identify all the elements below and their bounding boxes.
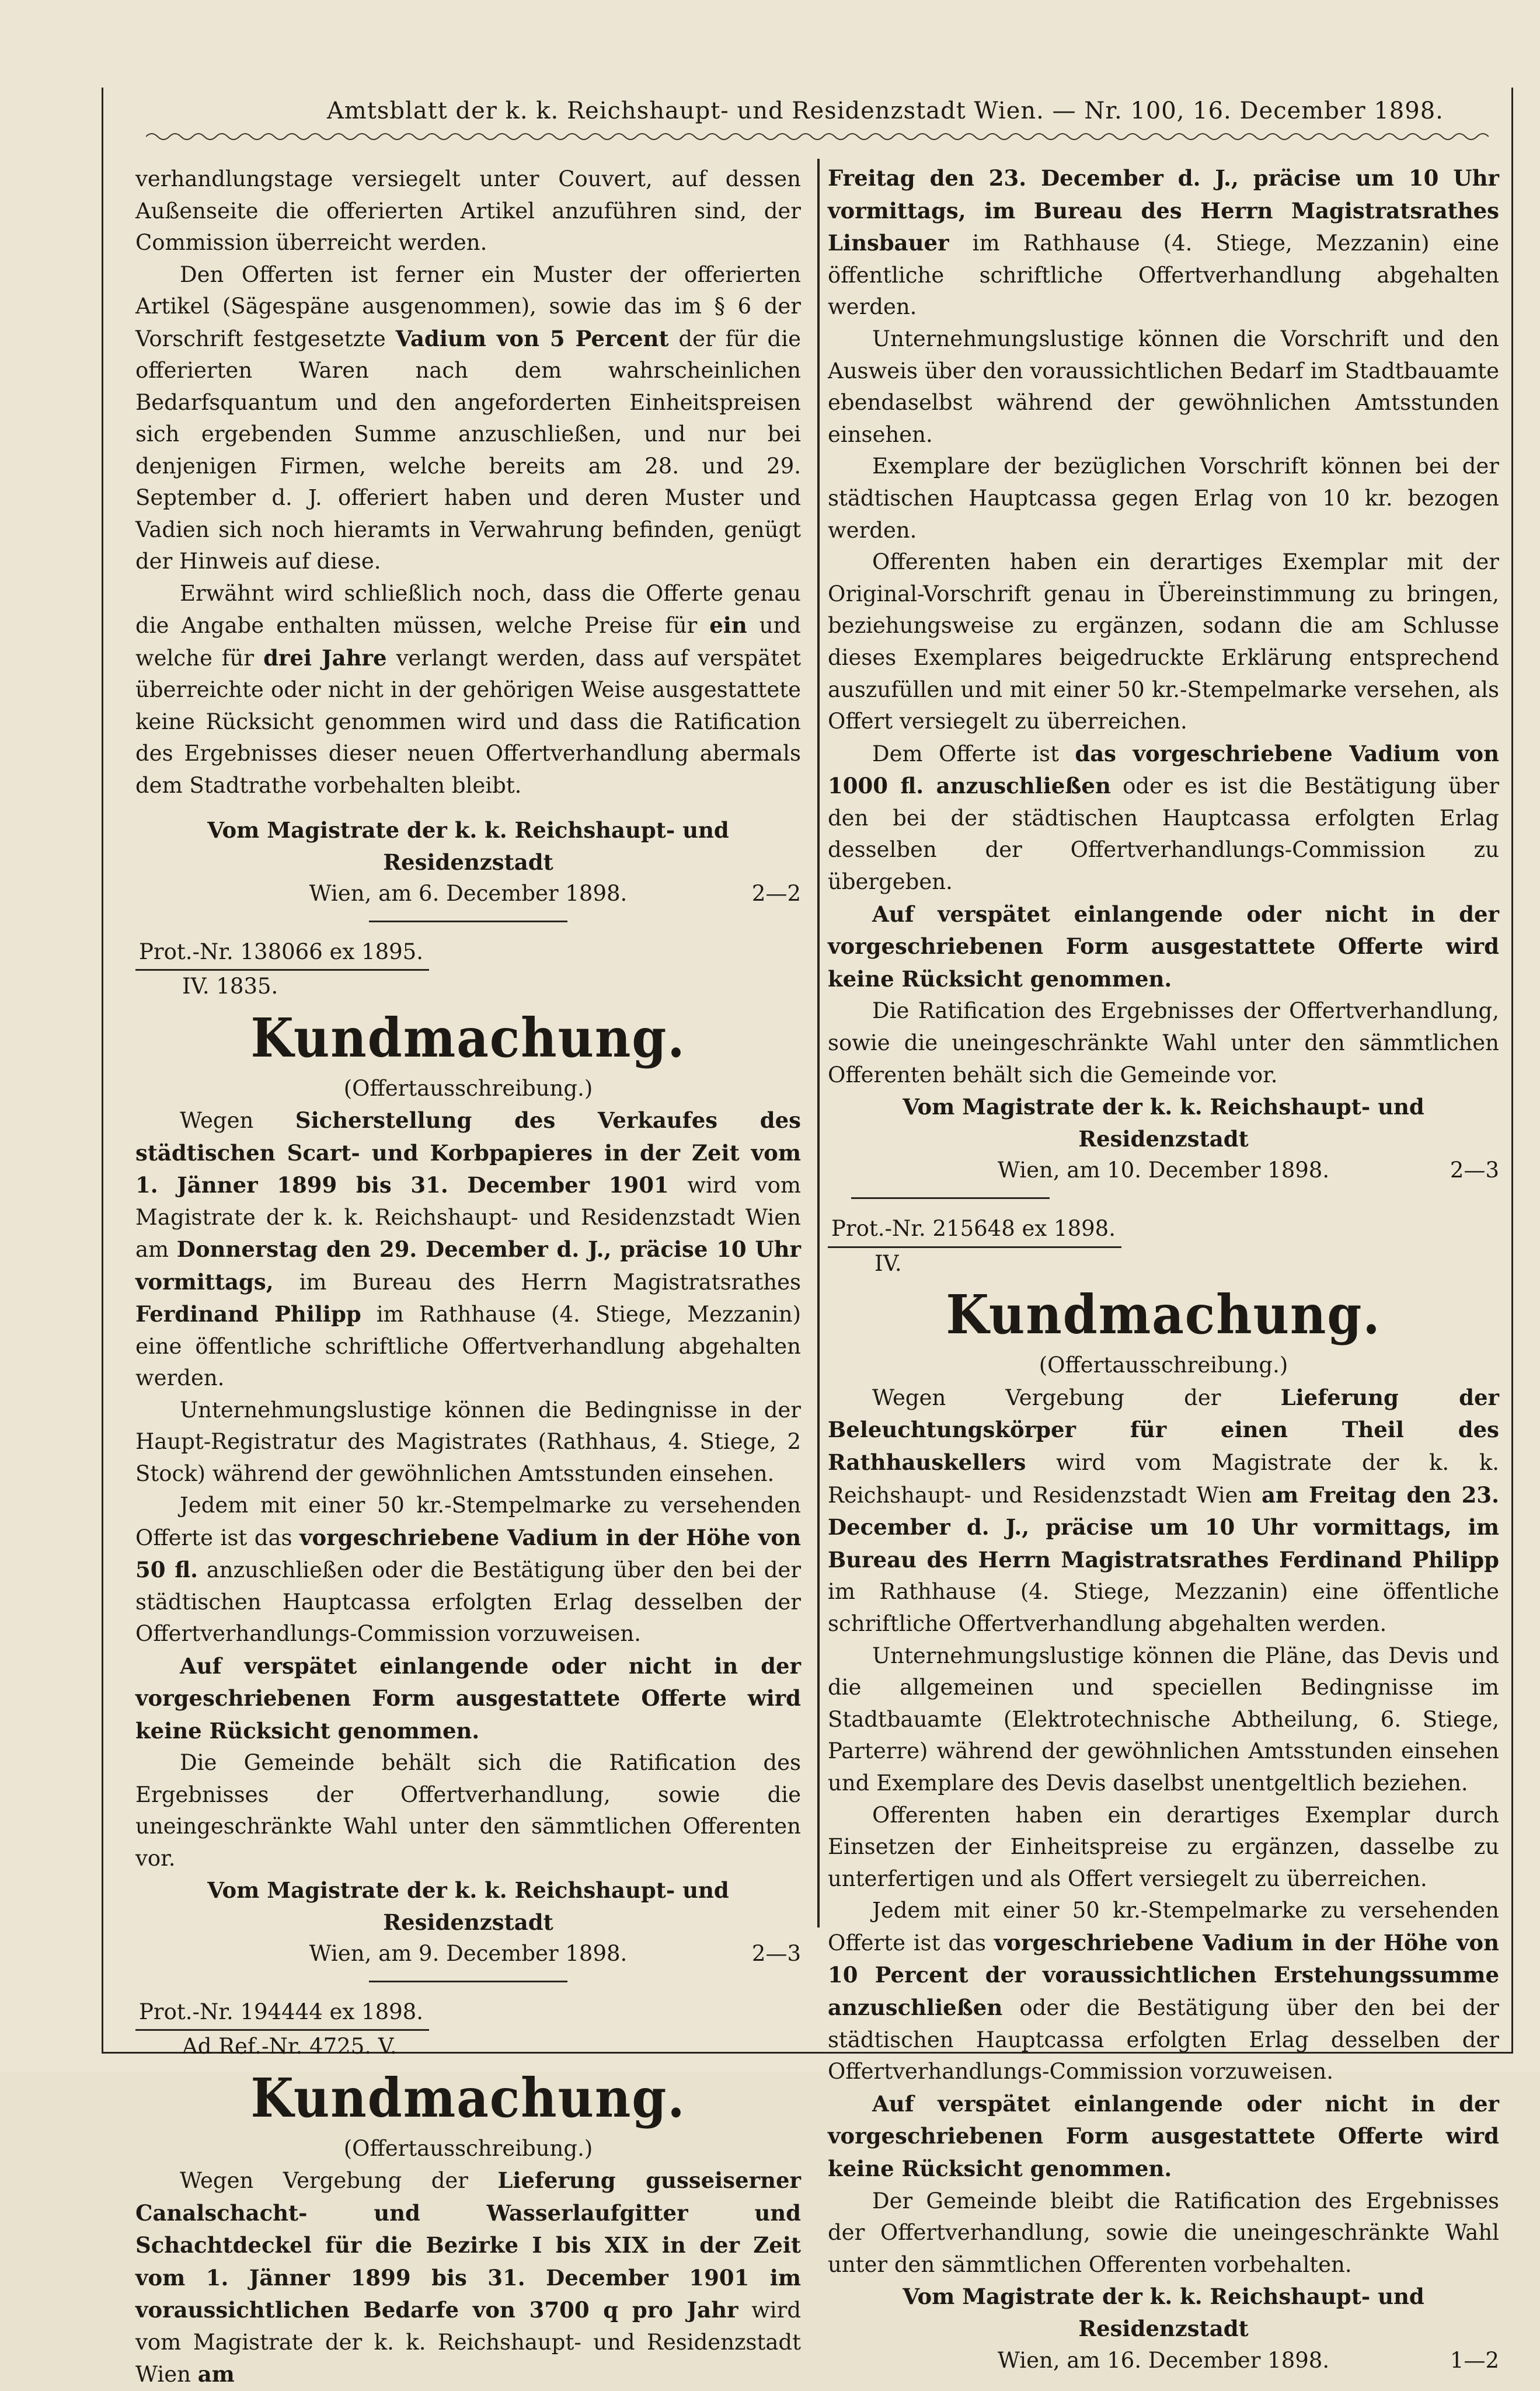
right-continued-paragraph-3: Exemplare der bezüglichen Vorschrift können bei der städtischen Hauptcassa gegen Erlag von 10 kr. bezogen werden. xyxy=(828,454,1499,543)
notice-3-subheading: (Offertausschreibung.) xyxy=(1039,1353,1288,1378)
notice-1-place-date: Wien, am 9. December 1898. 2—3 xyxy=(135,1938,801,1970)
notice-1-ref-number: 2—3 xyxy=(751,1941,801,1966)
notice-2-subheading: (Offertausschreibung.) xyxy=(343,2135,593,2161)
notice-2-paragraph-1: Wegen Vergebung der Lieferung gusseiserner Canalschacht- und Wasserlaufgitter und Schachtdeckel für die Bezirke I bis XIX in der Zeit vom 1. Jänner 1899 bis 31. December 1901 im voraussichtlichen Bedarfe von 3700 q pro Jahr wird vom Magistrate der k. k. Reichshaupt- und Residenzstadt Wien am xyxy=(135,2167,802,2387)
notice-1-paragraph-5: Die Gemeinde behält sich die Ratification des Ergebnisses der Offertverhandlung, sowie die uneingeschränkte Wahl unter den sämmtlichen Offerenten vor. xyxy=(135,1750,801,1871)
notice-1-paragraph-1: Wegen Sicherstellung des Verkaufes des städtischen Scart- und Korbpapieres in der Zeit vom 1. Jänner 1899 bis 31. December 1901 wird vom Magistrate der k. k. Reichshaupt- und Residenzstadt Wien am Donnerstag den 29. December d. J., präcise 10 Uhr vormittags, im Bureau des Herrn Magistratsrathes Ferdinand Philipp im Rathhause (4. Stiege, Mezzanin) eine öffentliche schriftliche Offertverhandlung abgehalten werden. xyxy=(135,1107,802,1390)
notice-2-prot-number: Prot.-Nr. 194444 ex 1898. xyxy=(135,1996,429,2031)
notice-3-place-date: Wien, am 16. December 1898. 1—2 xyxy=(828,2345,1499,2377)
right-continued-paragraph-2: Unternehmungslustige können die Vorschrift und den Ausweis über den voraussichtlichen Bedarf im Stadtbauamte ebendaselbst während der gewöhnlichen Amtsstunden einsehen. xyxy=(828,326,1499,447)
notice-2-sub-number: Ad Ref.-Nr. 4725. V. xyxy=(182,2034,397,2059)
right-column xyxy=(828,162,1499,2376)
notice-3-paragraph-2: Unternehmungslustige können die Pläne, das Devis und die allgemeinen und speciellen Bedingnisse im Stadtbauamte (Elektrotechnische Abtheilung, 6. Stiege, Parterre) während der gewöhnlichen Amtsstunden einsehen und Exemplare des Devis daselbst unentgeltlich beziehen. xyxy=(828,1643,1499,1796)
column-divider xyxy=(817,159,820,1928)
notice-1-subheading: (Offertausschreibung.) xyxy=(343,1075,593,1101)
section-rule xyxy=(369,921,567,922)
right-place-date: Wien, am 10. December 1898. 2—3 xyxy=(828,1155,1499,1187)
notice-3-paragraph-1: Wegen Vergebung der Lieferung der Beleuchtungskörper für einen Theil des Rathhauskellers wird vom Magistrate der k. k. Reichshaupt- und Residenzstadt Wien am Freitag den 23. December d. J., präcise um 10 Uhr vormittags, im Bureau des Herrn Magistratsrathes Ferdinand Philipp im Rathhause (4. Stiege, Mezzanin) eine öffentliche schriftliche Offertverhandlung abgehalten werden. xyxy=(828,1384,1499,1636)
notice-1 xyxy=(135,936,801,1970)
header-wavy-rule xyxy=(146,130,1489,144)
notice-2-heading: Kundmachung. xyxy=(250,2066,686,2129)
left-continued-paragraph-3: Erwähnt wird schließlich noch, dass die Offerte genau die Angabe enthalten müssen, welche Preise für ein und welche für drei Jahre verlangt werden, dass auf verspätet überreichte oder nicht in der gehörigen Weise ausgestattete keine Rücksicht genommen wird und dass die Ratification des Ergebnisses dieser neuen Offertverhandlung abermals dem Stadtrathe vorbehalten bleibt. xyxy=(135,580,801,798)
notice-3-heading: Kundmachung. xyxy=(946,1283,1381,1347)
notice-3-signature: Vom Magistrate der k. k. Reichshaupt- und Residenzstadt xyxy=(903,2284,1424,2341)
notice-1-signature: Vom Magistrate der k. k. Reichshaupt- und Residenzstadt xyxy=(207,1877,729,1935)
right-continued-paragraph-7: Die Ratification des Ergebnisses der Offertverhandlung, sowie die uneingeschränkte Wahl unter den sämmtlichen Offerenten behält sich die Gemeinde vor. xyxy=(828,998,1499,1088)
right-continued-paragraph-4: Offerenten haben ein derartiges Exemplar mit der Original-Vorschrift genau in Übereinstimmung zu bringen, beziehungsweise zu ergänzen, sodann die am Schlusse dieses Exemplares beigedruckte Erklärung entsprechend auszufüllen und mit einer 50 kr.-Stempelmarke versehen, als Offert versiegelt zu überreichen. xyxy=(828,549,1499,734)
notice-3-paragraph-5: Auf verspätet einlangende oder nicht in der vorgeschriebenen Form ausgestattete Offerte wird keine Rücksicht genommen. xyxy=(828,2090,1499,2182)
left-place-date: Wien, am 6. December 1898. 2—2 xyxy=(135,878,801,910)
notice-3-ref-number: 1—2 xyxy=(1450,2347,1499,2373)
right-continued-paragraph-5: Dem Offerte ist das vorgeschriebene Vadium von 1000 fl. anzuschließen oder es ist die Bestätigung über den bei der städtischen Hauptcassa erfolgten Erlag desselben der Offertverhandlungs-Commission zu übergeben. xyxy=(828,740,1500,895)
notice-3-sub-number: IV. xyxy=(874,1250,902,1276)
notice-1-sub-number: IV. 1835. xyxy=(182,974,278,999)
notice-3 xyxy=(828,1213,1499,2376)
section-rule xyxy=(851,1197,1050,1199)
notice-3-paragraph-6: Der Gemeinde bleibt die Ratification des Ergebnisses der Offertverhandlung, sowie die uneingeschränkte Wahl unter den sämmtlichen Offerenten vorbehalten. xyxy=(828,2188,1499,2277)
notice-3-paragraph-3: Offerenten haben ein derartiges Exemplar durch Einsetzen der Einheitspreise zu ergänzen, dasselbe zu unterfertigen und als Offert versiegelt zu überreichen. xyxy=(828,1802,1499,1891)
left-continued-paragraph-2: Den Offerten ist ferner ein Muster der offerierten Artikel (Sägespäne ausgenommen), sowie das im § 6 der Vorschrift festgesetzte Vadium von 5 Percent der für die offerierten Waren nach dem wahrscheinlichen Bedarfsquantum und den angeforderten Einheitspreisen sich ergebenden Summe anzuschließen, und nur bei denjenigen Firmen, welche bereits am 28. und 29. September d. J. offeriert haben und deren Muster und Vadien sich noch hieramts in Verwahrung befinden, genügt der Hinweis auf diese. xyxy=(135,262,801,574)
section-rule xyxy=(369,1981,567,1982)
left-continued-paragraph-1: verhandlungstage versiegelt unter Couvert, auf dessen Außenseite die offerierten Artikel anzuführen sind, der Commission überreicht werden. xyxy=(135,166,801,255)
notice-3-paragraph-4: Jedem mit einer 50 kr.-Stempelmarke zu versehenden Offerte ist das vorgeschriebene Vadium in der Höhe von 10 Percent der voraussichtlichen Erstehungssumme anzuschließen oder die Bestätigung über den bei der städtischen Hauptcassa erfolgten Erlag desselben der Offertverhandlungs-Commission vorzuweisen. xyxy=(828,1898,1499,2085)
left-ref-number: 2—2 xyxy=(751,881,801,906)
notice-3-prot-number: Prot.-Nr. 215648 ex 1898. xyxy=(828,1213,1121,1248)
notice-1-paragraph-4: Auf verspätet einlangende oder nicht in der vorgeschriebenen Form ausgestattete Offerte wird keine Rücksicht genommen. xyxy=(135,1653,801,1744)
notice-1-heading: Kundmachung. xyxy=(250,1006,686,1069)
right-continued-paragraph-6: Auf verspätet einlangende oder nicht in der vorgeschriebenen Form ausgestattete Offerte wird keine Rücksicht genommen. xyxy=(828,901,1499,992)
page-header: Amtsblatt der k. k. Reichshaupt- und Residenzstadt Wien. — Nr. 100, 16. December 1898. xyxy=(327,97,1444,124)
left-column xyxy=(135,163,801,2391)
notice-2 xyxy=(135,1996,801,2391)
right-continued-paragraph-1: Freitag den 23. December d. J., präcise um 10 Uhr vormittags, im Bureau des Herrn Magistratsrathes Linsbauer im Rathhause (4. Stiege, Mezzanin) eine öffentliche schriftliche Offertverhandlung abgehalten werden. xyxy=(828,165,1499,320)
right-signature: Vom Magistrate der k. k. Reichshaupt- und Residenzstadt xyxy=(903,1094,1424,1152)
notice-1-paragraph-3: Jedem mit einer 50 kr.-Stempelmarke zu versehenden Offerte ist das vorgeschriebene Vadium in der Höhe von 50 fl. anzuschließen oder die Bestätigung über den bei der städtischen Hauptcassa erfolgten Erlag desselben der Offertverhandlungs-Commission vorzuweisen. xyxy=(135,1493,802,1646)
left-signature: Vom Magistrate der k. k. Reichshaupt- und Residenzstadt xyxy=(207,817,729,875)
notice-1-prot-number: Prot.-Nr. 138066 ex 1895. xyxy=(135,936,429,971)
right-ref-number: 2—3 xyxy=(1450,1158,1499,1183)
notice-1-paragraph-2: Unternehmungslustige können die Bedingnisse in der Haupt-Registratur des Magistrates (Rathhaus, 4. Stiege, 2 Stock) während der gewöhnlichen Amtsstunden einsehen. xyxy=(135,1397,801,1486)
